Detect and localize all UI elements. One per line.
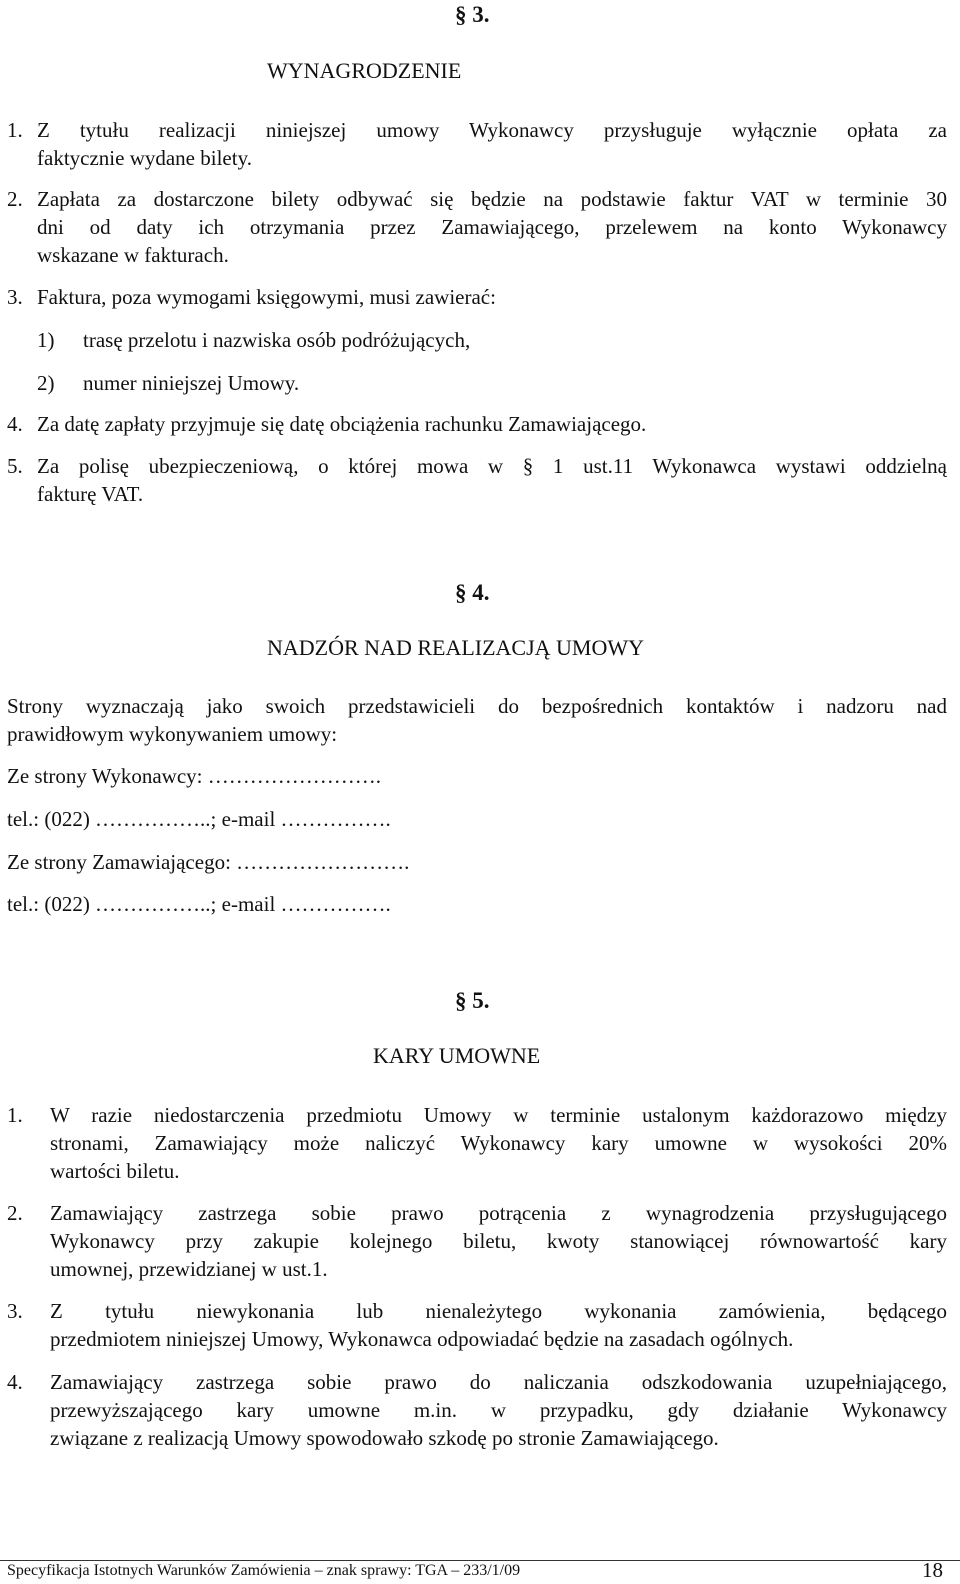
item-line: wskazane w fakturach. bbox=[37, 243, 229, 267]
item-line: związane z realizacją Umowy spowodowało szkodę po stronie Zamawiającego. bbox=[50, 1426, 719, 1450]
intro-line: Strony wyznaczają jako swoich przedstawicieli do bezpośrednich kontaktów i nadzoru nad bbox=[7, 694, 947, 718]
item-line: Wykonawcy przy zakupie kolejnego biletu, kwoty stanowiącej równowartość kary bbox=[50, 1229, 947, 1253]
item-line: W razie niedostarczenia przedmiotu Umowy w terminie ustalonym każdorazowo między bbox=[50, 1103, 947, 1127]
item-line: umownej, przewidzianej w ust.1. bbox=[50, 1257, 328, 1281]
contact-line-client-phone: tel.: (022) ……………..; e-mail ……………. bbox=[7, 892, 391, 916]
subitem-text: trasę przelotu i nazwiska osób podróżujących, bbox=[83, 328, 471, 352]
item-line: Zamawiający zastrzega sobie prawo do naliczania odszkodowania uzupełniającego, bbox=[50, 1370, 947, 1394]
item-line: stronami, Zamawiający może naliczyć Wykonawcy kary umowne w wysokości 20% bbox=[50, 1131, 947, 1155]
item-line: Za polisę ubezpieczeniową, o której mowa w § 1 ust.11 Wykonawca wystawi oddzielną bbox=[37, 454, 947, 478]
item-line: Zapłata za dostarczone bilety odbywać się będzie na podstawie faktur VAT w terminie 30 bbox=[37, 187, 947, 211]
intro-line: prawidłowym wykonywaniem umowy: bbox=[7, 722, 338, 746]
subitem-number: 1) bbox=[37, 328, 55, 352]
section-5-title: KARY UMOWNE bbox=[373, 1043, 541, 1068]
item-number: 3. bbox=[7, 1299, 23, 1323]
item-line: Zamawiający zastrzega sobie prawo potrącenia z wynagrodzenia przysługującego bbox=[50, 1201, 947, 1225]
contact-line-client: Ze strony Zamawiającego: ……………………. bbox=[7, 850, 410, 874]
item-line: Za datę zapłaty przyjmuje się datę obciążenia rachunku Zamawiającego. bbox=[37, 412, 647, 436]
item-number: 1. bbox=[7, 1103, 23, 1127]
item-line: dni od daty ich otrzymania przez Zamawiającego, przelewem na konto Wykonawcy bbox=[37, 215, 947, 239]
item-line: fakturę VAT. bbox=[37, 482, 144, 506]
item-number: 3. bbox=[7, 285, 23, 309]
item-number: 5. bbox=[7, 454, 23, 478]
item-number: 4. bbox=[7, 1370, 23, 1394]
footer-text: Specyfikacja Istotnych Warunków Zamówienia – znak sprawy: TGA – 233/1/09 bbox=[7, 1562, 521, 1579]
item-number: 2. bbox=[7, 187, 23, 211]
item-line: Z tytułu niewykonania lub nienależytego wykonania zamówienia, będącego bbox=[50, 1299, 947, 1323]
item-line: wartości biletu. bbox=[50, 1159, 180, 1183]
section-4-heading: § 4. bbox=[455, 580, 490, 605]
section-3-title: WYNAGRODZENIE bbox=[267, 58, 462, 83]
section-5-heading: § 5. bbox=[455, 988, 490, 1013]
item-line: faktycznie wydane bilety. bbox=[37, 146, 252, 170]
item-number: 1. bbox=[7, 118, 23, 142]
contact-line-contractor-phone: tel.: (022) ……………..; e-mail ……………. bbox=[7, 807, 391, 831]
item-line: Faktura, poza wymogami księgowymi, musi zawierać: bbox=[37, 285, 496, 309]
contact-line-contractor: Ze strony Wykonawcy: ……………………. bbox=[7, 764, 381, 788]
item-number: 4. bbox=[7, 412, 23, 436]
section-4-title: NADZÓR NAD REALIZACJĄ UMOWY bbox=[267, 635, 645, 660]
subitem-number: 2) bbox=[37, 371, 55, 395]
item-line: Z tytułu realizacji niniejszej umowy Wykonawcy przysługuje wyłącznie opłata za bbox=[37, 118, 947, 142]
section-3-heading: § 3. bbox=[455, 2, 490, 27]
subitem-text: numer niniejszej Umowy. bbox=[83, 371, 300, 395]
item-number: 2. bbox=[7, 1201, 23, 1225]
page-number: 18 bbox=[922, 1558, 943, 1582]
item-line: przewyższającego kary umowne m.in. w przypadku, gdy działanie Wykonawcy bbox=[50, 1398, 947, 1422]
item-line: przedmiotem niniejszej Umowy, Wykonawca odpowiadać będzie na zasadach ogólnych. bbox=[50, 1327, 794, 1351]
